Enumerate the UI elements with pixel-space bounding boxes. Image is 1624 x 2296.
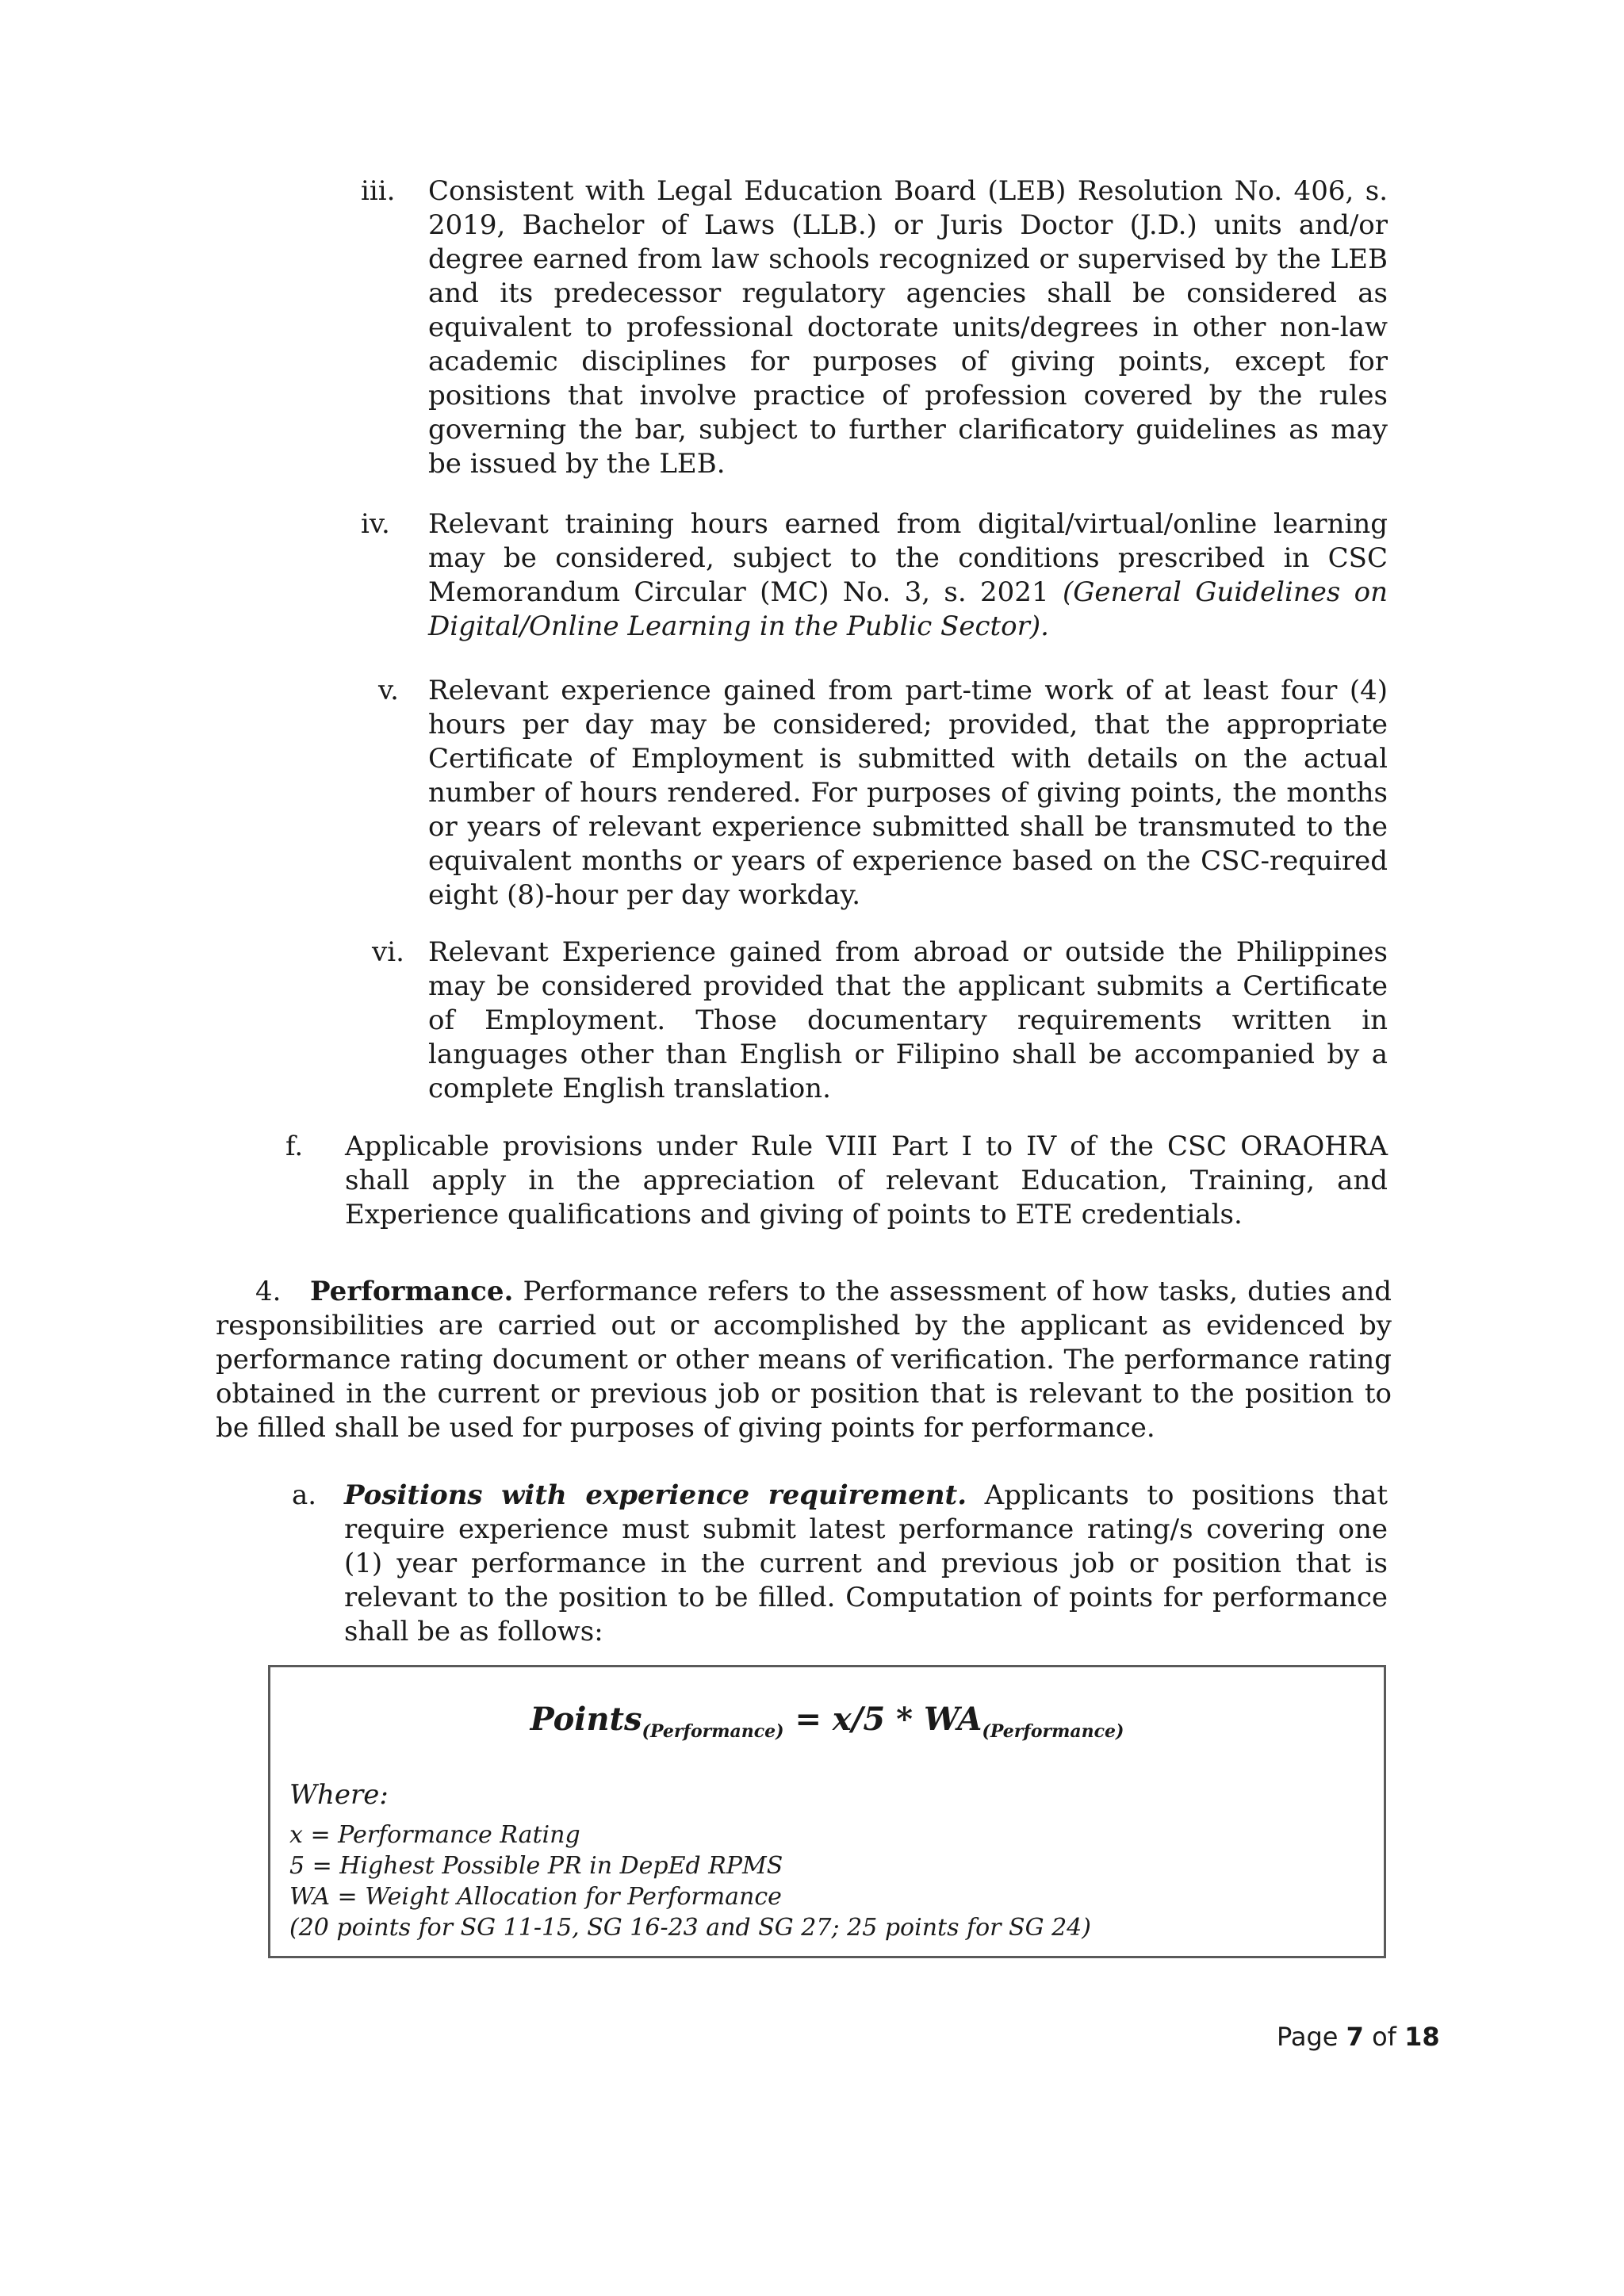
text-line: or years of relevant experience submitted shall be transmuted to the: [428, 811, 1388, 843]
text-line: performance rating document or other means of verification. The performance rating: [216, 1344, 1392, 1376]
text-line: responsibilities are carried out or accomplished by the applicant as evidenced by: [216, 1310, 1392, 1341]
text-line: hours per day may be considered; provided, that the appropriate: [428, 709, 1388, 740]
definition-line: 5 = Highest Possible PR in DepEd RPMS: [289, 1852, 783, 1880]
formula-definitions: [289, 1820, 1091, 1943]
text-line: number of hours rendered. For purposes of giving points, the months: [428, 777, 1388, 809]
text-line: equivalent to professional doctorate units/degrees in other non-law: [428, 312, 1388, 343]
list-item-text: [428, 674, 1388, 913]
text-line: Certificate of Employment is submitted with details on the actual: [428, 743, 1388, 775]
formula-points-subscript: (Performance): [642, 1721, 784, 1742]
of-label: of: [1363, 2022, 1405, 2052]
text-line: languages other than English or Filipino shall be accompanied by a: [428, 1039, 1388, 1070]
text-line: degree earned from law schools recognized or supervised by the LEB: [428, 243, 1388, 275]
list-item-text: [428, 174, 1388, 481]
text-line: eight (8)-hour per day workday.: [428, 879, 861, 911]
text-plain: Performance refers to the assessment of how tasks, duties and: [513, 1276, 1392, 1307]
text-line: relevant to the position to be filled. Computation of points for performance: [344, 1582, 1388, 1613]
definition-line: WA = Weight Allocation for Performance: [289, 1883, 782, 1911]
text-line: be issued by the LEB.: [428, 448, 726, 480]
text-line: of Employment. Those documentary requirements written in: [428, 1004, 1388, 1036]
text-line: complete English translation.: [428, 1073, 831, 1104]
text-line: shall apply in the appreciation of relevant Education, Training, and: [345, 1165, 1388, 1196]
text-line: require experience must submit latest performance rating/s covering one: [344, 1513, 1388, 1545]
text-line: [216, 1275, 1392, 1309]
definition-line: x = Performance Rating: [289, 1821, 580, 1849]
list-marker: iii.: [361, 175, 396, 207]
list-marker: v.: [378, 675, 399, 706]
text-line: may be considered provided that the applicant submits a Certificate: [428, 970, 1388, 1002]
text-plain: Applicants to positions that: [967, 1479, 1388, 1511]
list-marker: iv.: [361, 508, 390, 540]
formula-points: Points: [530, 1701, 642, 1738]
text-line: Relevant Experience gained from abroad or outside the Philippines: [428, 936, 1388, 968]
list-item-text: [344, 1479, 1388, 1649]
list-marker: f.: [285, 1131, 304, 1162]
text-line: academic disciplines for purposes of giving points, except for: [428, 346, 1388, 377]
text-italic: (General Guidelines on: [1062, 576, 1388, 608]
text-line: Relevant training hours earned from digital/virtual/online learning: [428, 508, 1388, 540]
list-item-text: [428, 936, 1388, 1106]
text-line: shall be as follows:: [344, 1616, 603, 1647]
text-line: [428, 576, 1388, 610]
text-line: be filled shall be used for purposes of giving points for performance.: [216, 1412, 1155, 1444]
section-number: 4.: [255, 1276, 282, 1307]
text-line: [344, 1479, 1388, 1513]
text-line: 2019, Bachelor of Laws (LLB.) or Juris Doctor (J.D.) units and/or: [428, 209, 1388, 241]
text-line: obtained in the current or previous job or position that is relevant to the position to: [216, 1378, 1392, 1410]
text-line: governing the bar, subject to further clarificatory guidelines as may: [428, 414, 1388, 446]
page-current: 7: [1346, 2022, 1364, 2052]
list-marker: a.: [292, 1479, 317, 1511]
item-heading: Positions with experience requirement.: [344, 1479, 967, 1511]
list-item-text: [345, 1130, 1388, 1232]
text-line: may be considered, subject to the conditions prescribed in CSC: [428, 542, 1388, 574]
text-line: (1) year performance in the current and previous job or position that is: [344, 1548, 1388, 1579]
section-text: [216, 1275, 1392, 1445]
text-line: equivalent months or years of experience based on the CSC-required: [428, 845, 1388, 877]
text-line: and its predecessor regulatory agencies shall be considered as: [428, 277, 1388, 309]
list-item-text: [428, 507, 1388, 644]
formula-middle: = x/5 *: [783, 1701, 924, 1738]
text-line: positions that involve practice of profession covered by the rules: [428, 380, 1388, 411]
formula-box: [268, 1665, 1386, 1958]
page-label: Page: [1277, 2022, 1346, 2052]
definition-line: (20 points for SG 11-15, SG 16-23 and SG 27; 25 points for SG 24): [289, 1914, 1091, 1942]
text-plain: Memorandum Circular (MC) No. 3, s. 2021: [428, 576, 1063, 608]
text-line: Relevant experience gained from part-time work of at least four (4): [428, 675, 1388, 706]
text-line: Experience qualifications and giving of points to ETE credentials.: [345, 1199, 1243, 1230]
formula-wa-subscript: (Performance): [982, 1721, 1124, 1742]
section-heading: Performance.: [310, 1276, 514, 1307]
text-line: Consistent with Legal Education Board (LEB) Resolution No. 406, s.: [428, 175, 1388, 207]
where-label: Where:: [289, 1779, 389, 1811]
page-total: 18: [1404, 2022, 1440, 2052]
text-line: Applicable provisions under Rule VIII Part I to IV of the CSC ORAOHRA: [345, 1131, 1388, 1162]
text-line: Digital/Online Learning in the Public Sector).: [428, 610, 1049, 642]
list-marker: vi.: [372, 936, 404, 968]
page-number: [1277, 2022, 1440, 2052]
formula-wa: WA: [924, 1701, 982, 1738]
formula: [270, 1701, 1384, 1742]
